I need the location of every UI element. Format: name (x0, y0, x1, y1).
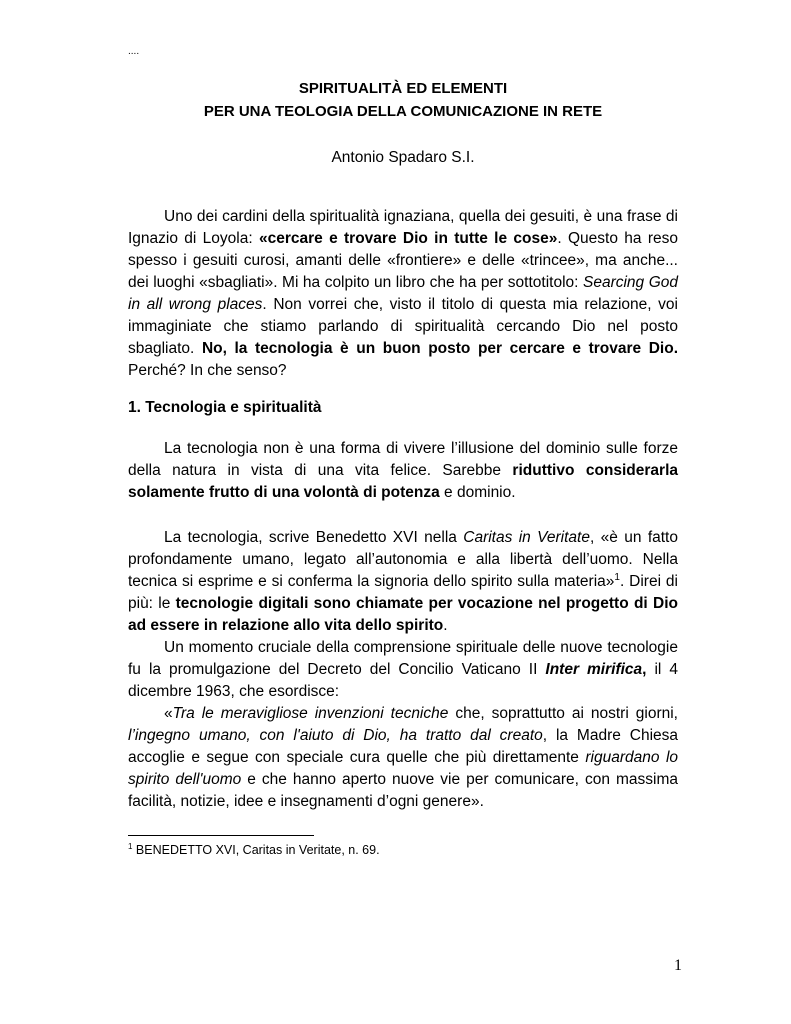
title-line-2: PER UNA TEOLOGIA DELLA COMUNICAZIONE IN RETE (203, 103, 603, 120)
bold-italic-text (545, 661, 642, 678)
bold-text: riduttivo considerarla solamente frutto di una volontà di potenza (128, 462, 679, 501)
text: « (164, 705, 173, 722)
footnote-separator (128, 835, 314, 836)
footnote-reference[interactable]: 1 (614, 571, 620, 583)
bold-text: «cercare e trovare Dio in tutte le cose» (258, 230, 558, 247)
italic-text: Searcing God in all wrong places (128, 274, 678, 313)
italic-text: l’ingegno umano, con l'aiuto di Dio, ha tratto dal creato (128, 727, 543, 744)
paragraph-quote (128, 703, 678, 813)
text: che, soprattutto ai nostri giorni, (448, 705, 678, 722)
bold-text: No, la tecnologia è un buon posto per cercare e trovare Dio. (201, 340, 678, 357)
text: il 4 dicembre 1963, che esordisce: (128, 661, 679, 700)
page-number: 1 (674, 957, 682, 974)
section-heading: 1. Tecnologia e spiritualità (128, 399, 322, 416)
text: , «è un fatto profondamente umano, legato all’autonomia e alla libertà dell’uomo. Nella tecnica si esprime e si conferma la signoria dello spirito sulla materia» (128, 529, 678, 590)
text: Un momento cruciale della comprensione spirituale delle nuove tecnologie fu la promulgazione del Decreto del Concilio Vaticano II (128, 639, 678, 678)
author: Antonio Spadaro S.I. (331, 149, 475, 166)
italic-text: riguardano lo spirito dell'uomo (128, 749, 679, 788)
italic-text: Inter mirifica (545, 661, 643, 678)
italic-text: Tra le meravigliose invenzioni tecniche (172, 705, 449, 722)
text: . (443, 617, 448, 634)
text: , la Madre Chiesa accoglie e segue con speciale cura quelle che più direttamente (128, 727, 678, 766)
footnote (128, 843, 380, 857)
text: e che hanno aperto nuove vie per comunicare, con massima facilità, notizie, idee e insegnamenti d’ogni genere». (128, 771, 678, 810)
paragraph-group-vatican (128, 637, 678, 813)
text: La tecnologia non è una forma di vivere l’illusione del dominio sulle forze della natura in vista di una vita felice. Sarebbe (128, 440, 678, 479)
text: . Questo ha reso spesso i gesuiti curosi, amanti delle «frontiere» e delle «trincee», ma anche... dei luoghi «sbagliati». Mi ha colpito un libro che ha per sottotitolo: (128, 230, 678, 291)
text: Uno dei cardini della spiritualità ignaziana, quella dei gesuiti, è una frase di Ignazio di Loyola: (128, 208, 678, 247)
text: La tecnologia, scrive Benedetto XVI nella (164, 529, 464, 546)
italic-text: Caritas in Veritate (463, 529, 590, 546)
text: . Direi di più: le (128, 573, 678, 612)
paragraph-benedetto (128, 527, 678, 637)
paragraph-technology (128, 438, 678, 504)
footnote-marker: 1 (128, 841, 133, 851)
text: Perché? In che senso? (128, 362, 287, 379)
bold-text: tecnologie digitali sono chiamate per vocazione nel progetto di Dio ad essere in relazione allo vita dello spirito (128, 595, 678, 634)
title-line-1: SPIRITUALITÀ ED ELEMENTI (298, 80, 508, 97)
bold-text: , (642, 661, 647, 678)
paragraph-intro (128, 206, 678, 382)
paragraph-inter-mirifica (128, 637, 678, 703)
footnote-text: BENEDETTO XVI, Caritas in Veritate, n. 69. (132, 843, 380, 857)
header-dots: .... (128, 46, 140, 57)
text: e dominio. (439, 484, 516, 501)
text: . Non vorrei che, visto il titolo di questa mia relazione, voi immaginiate che stiamo parlando di spiritualità cercando Dio nel posto sbagliato. (128, 296, 678, 357)
